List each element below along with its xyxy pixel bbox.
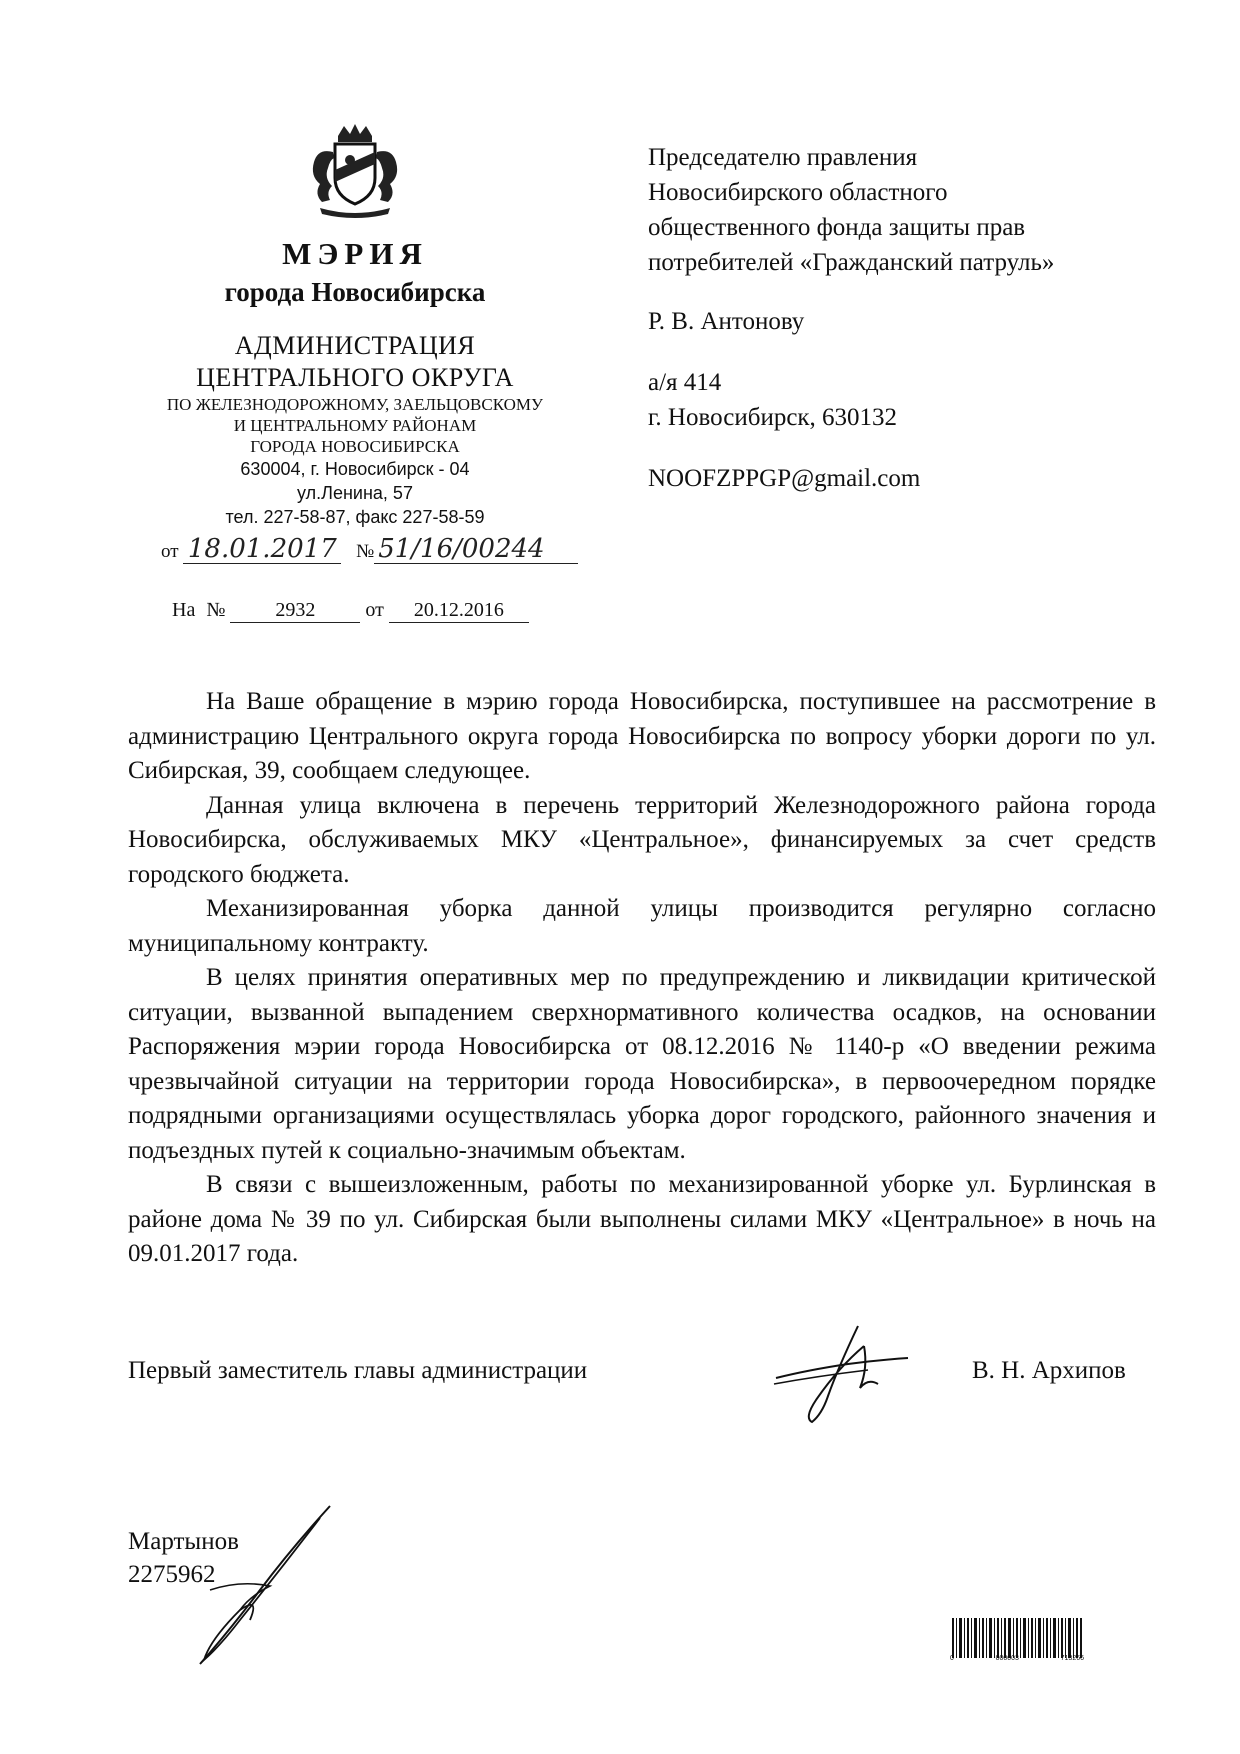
ref-on-label: На	[172, 599, 196, 621]
phones: тел. 227-58-87, факс 227-58-59	[225, 507, 485, 527]
ref-date: 20.12.2016	[389, 598, 529, 623]
ref-from-label: от	[365, 599, 384, 621]
org-name: МЭРИЯ	[282, 236, 428, 271]
signatory-name: В. Н. Архипов	[972, 1357, 1126, 1384]
addressee-line-1: Председателю правления	[648, 144, 918, 171]
districts-line-1: ПО ЖЕЛЕЗНОДОРОЖНОМУ, ЗАЕЛЬЦОВСКОМУ	[166, 395, 544, 414]
ref-number: 2932	[230, 598, 360, 623]
body-paragraph: На Ваше обращение в мэрию города Новосибирска, поступившее на рассмотрение в администрацию Центрального округа города Новосибирска по вопросу уборки дороги по ул. Сибирская, 39, сообщаем следующее.	[128, 688, 1156, 784]
reference-line	[172, 598, 529, 623]
letter-body	[128, 685, 1156, 1272]
barcode-right-digits: 713266	[1060, 1655, 1084, 1662]
addressee-email: NOOFZPPGP@gmail.com	[648, 465, 921, 492]
body-paragraph: В целях принятия оперативных мер по предупреждению и ликвидации критической ситуации, вызванной выпадением сверхнормативного количества осадков, на основании Распоряжения мэрии города Новосибирска от 08.12.2016 № 1140-р «О введении режима чрезвычайной ситуации на территории города Новосибирска», в первоочередном порядке подрядными организациями осуществлялась уборка дорог городского, районного значения и подъездных путей к социально-значимым объектам.	[128, 964, 1156, 1164]
executor-name: Мартынов	[128, 1528, 239, 1555]
admin-line-1: АДМИНИСТРАЦИЯ	[234, 331, 476, 360]
street-address: ул.Ленина, 57	[297, 483, 413, 503]
addressee-line-2: Новосибирского областного	[648, 179, 948, 206]
districts-line-2: И ЦЕНТРАЛЬНОМУ РАЙОНАМ	[233, 416, 477, 435]
reg-date: 18.01.2017	[183, 535, 341, 564]
reg-from-label: от	[161, 541, 179, 562]
districts-line-3: ГОРОДА НОВОСИБИРСКА	[250, 437, 460, 456]
signatory-position: Первый заместитель главы администрации	[128, 1357, 588, 1384]
addressee-line-4: потребителей «Гражданский патруль»	[648, 249, 1055, 276]
body-paragraph: Механизированная уборка данной улицы производится регулярно согласно муниципальному контракту.	[128, 895, 1156, 957]
handwritten-signature-icon	[768, 1318, 918, 1428]
city-coat-of-arms-icon	[300, 122, 410, 220]
addressee-po-box: а/я 414	[648, 369, 722, 396]
org-city: города Новосибирска	[224, 277, 486, 307]
body-paragraph: В связи с вышеизложенным, работы по механизированной уборке ул. Бурлинская в районе дома № 39 по ул. Сибирская были выполнены силами МКУ «Центральное» в ночь на 09.01.2017 года.	[128, 1171, 1156, 1267]
admin-line-2: ЦЕНТРАЛЬНОГО ОКРУГА	[196, 363, 514, 392]
reg-number: 51/16/00244	[374, 535, 578, 564]
barcode-digits	[950, 1655, 1084, 1662]
body-paragraph: Данная улица включена в перечень территорий Железнодорожного района города Новосибирска, обслуживаемых МКУ «Центральное», финансируемых за счет средств городского бюджета.	[128, 791, 1156, 888]
addressee-line-3: общественного фонда защиты прав	[648, 214, 1026, 241]
barcode-left-digit: 0	[950, 1655, 954, 1662]
barcode-middle-digits: 000003	[995, 1655, 1019, 1662]
ref-number-label: №	[206, 599, 226, 621]
handwritten-initials-icon	[180, 1500, 340, 1670]
addressee-name: Р. В. Антонову	[648, 308, 805, 335]
executor-phone: 2275962	[128, 1561, 216, 1588]
addressee-city: г. Новосибирск, 630132	[648, 404, 898, 431]
letterhead	[120, 122, 590, 529]
registration-line	[161, 535, 578, 564]
reg-number-label: №	[356, 541, 375, 562]
postal-address: 630004, г. Новосибирск - 04	[240, 459, 470, 479]
addressee-block	[648, 140, 1054, 496]
